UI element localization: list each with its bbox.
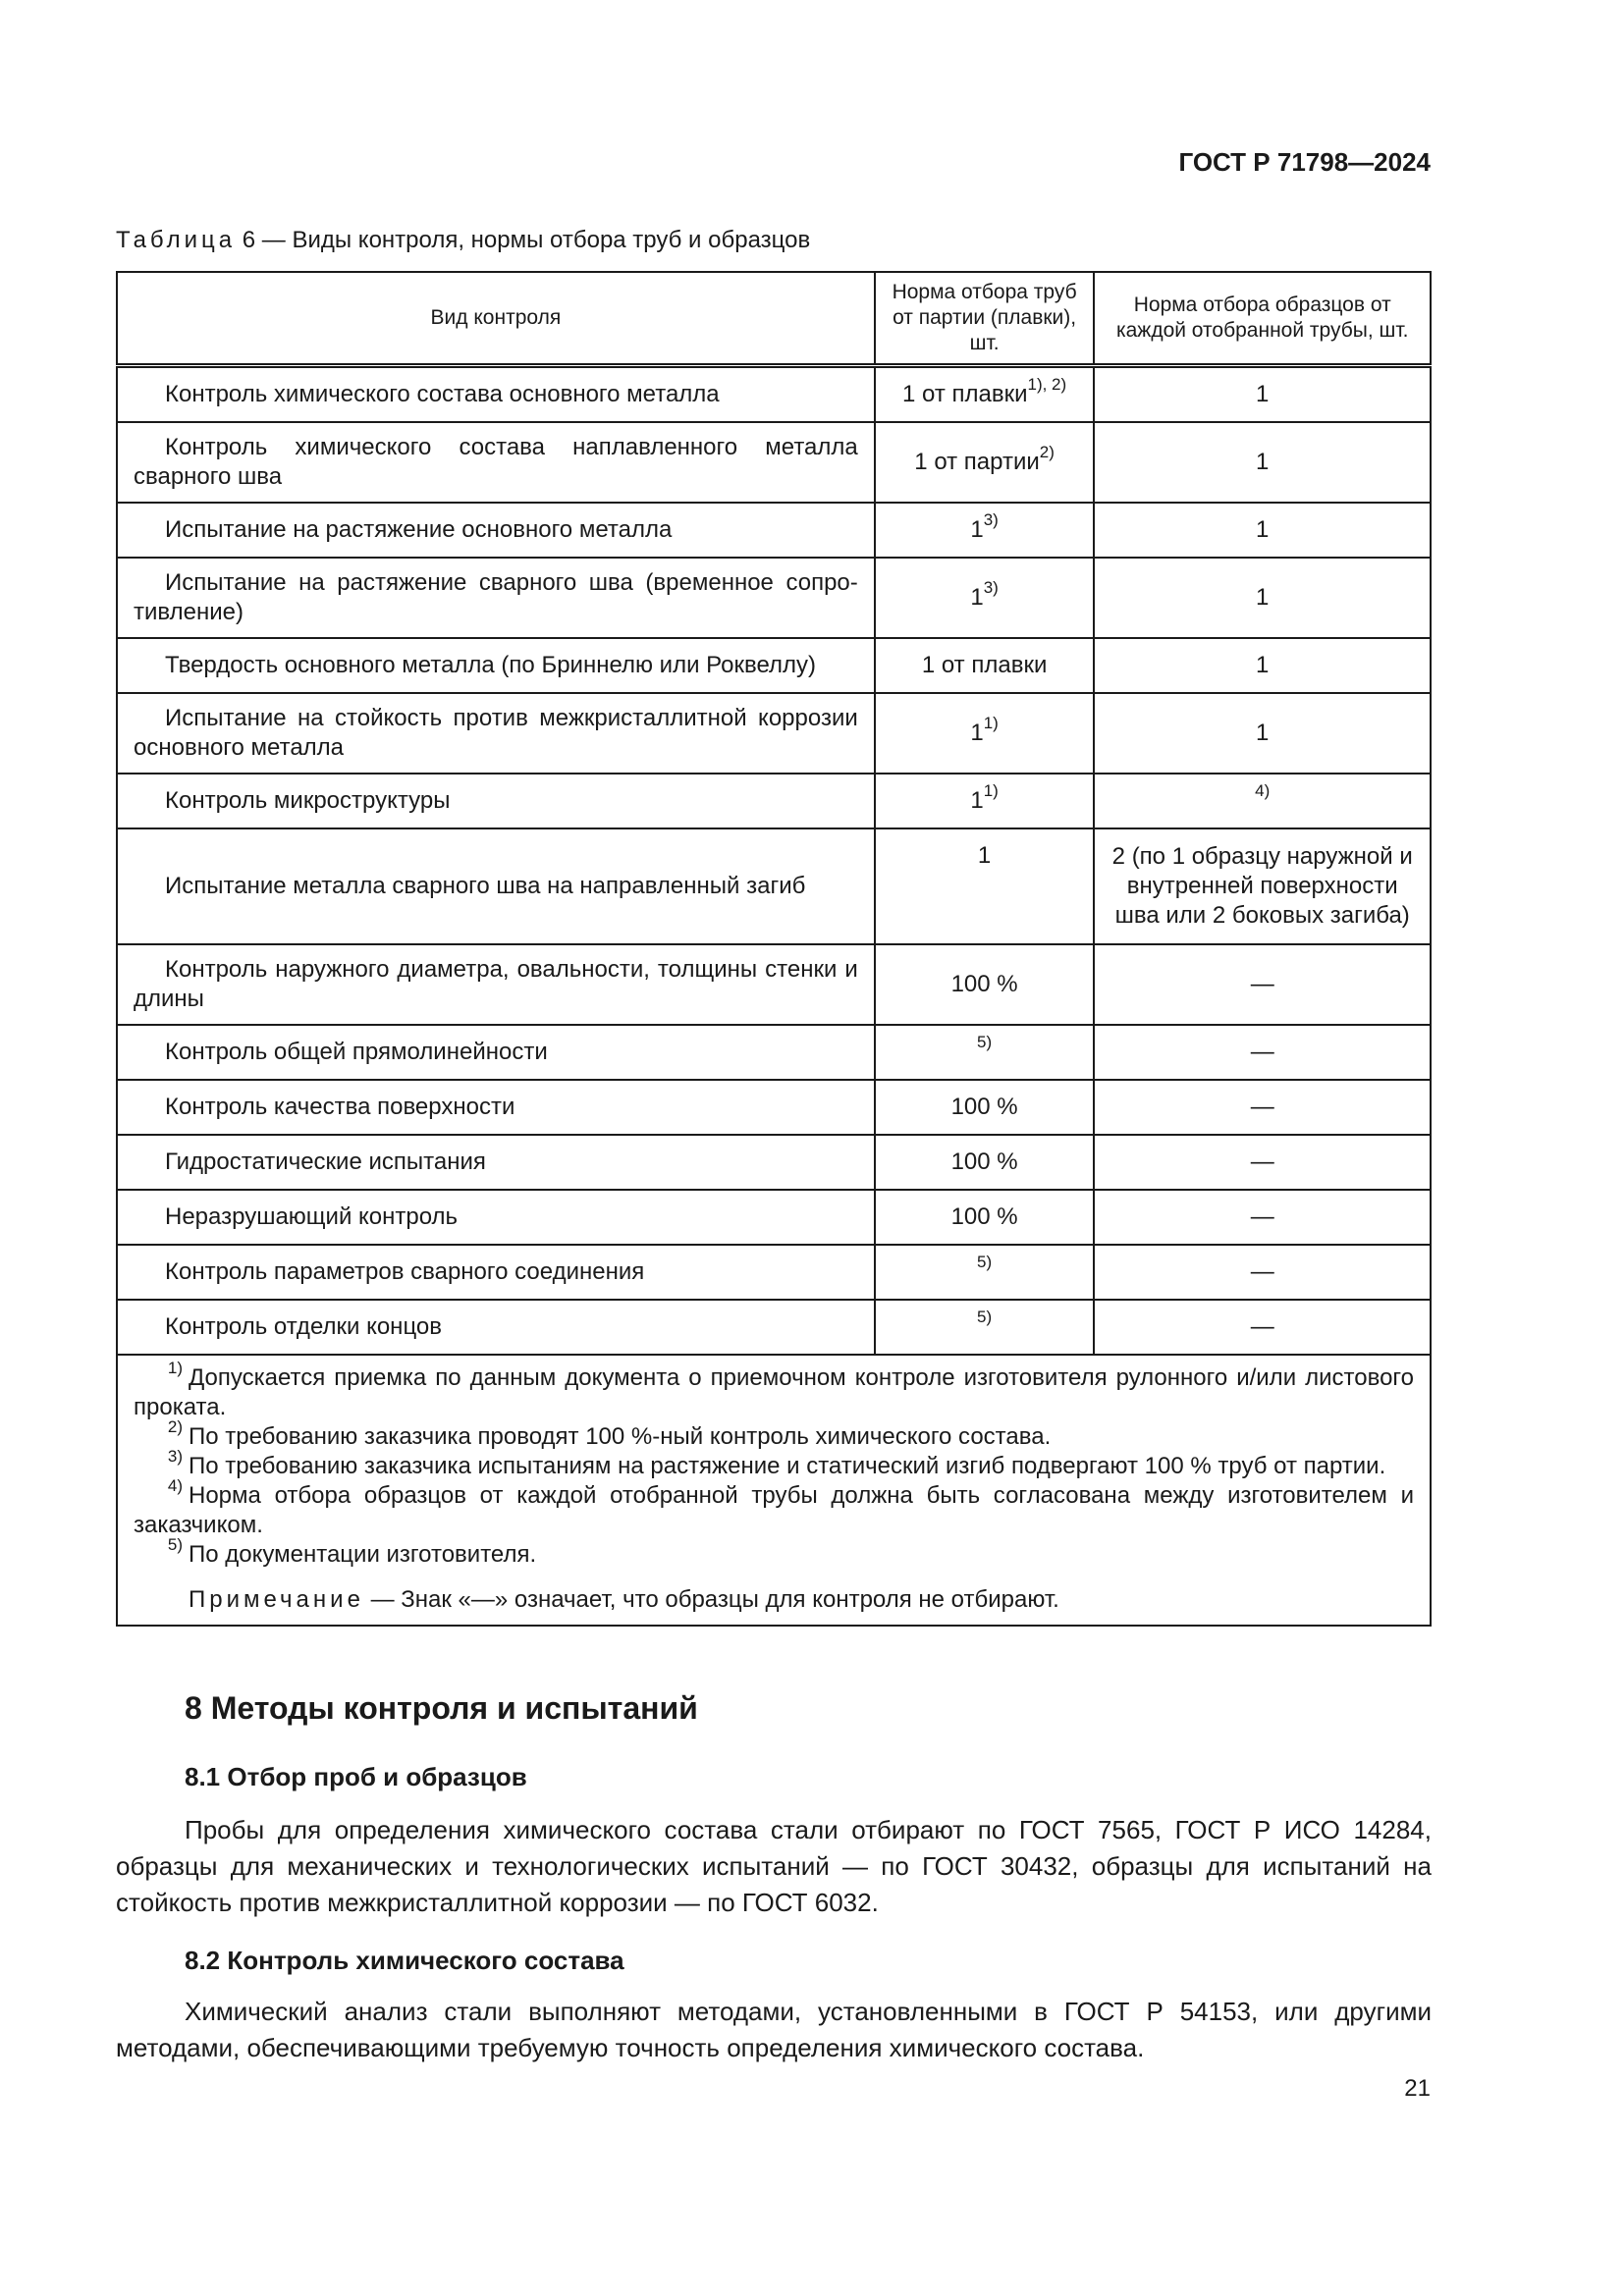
- sample-norm-footnote-mark: 4): [1255, 781, 1271, 800]
- sample-norm-value: —: [1250, 1039, 1274, 1065]
- sample-norm-cell: [1094, 1300, 1431, 1355]
- sample-norm-value: 1: [1256, 449, 1270, 475]
- footnotes-list: [134, 1359, 1414, 1570]
- subsection-8-2-body: Химический анализ стали выполняют методами, установленными в ГОСТ Р 54153, или другими методами, обеспечивающими требуемую точность определения химического состава.: [116, 1997, 1432, 2062]
- control-type-text: Контроль химического состава наплавленного металла сварного шва: [134, 434, 858, 490]
- subsection-8-2-title: 8.2 Контроль химического состава: [185, 1946, 624, 1975]
- pipe-norm-cell: [875, 366, 1095, 423]
- pipe-norm-value: 100 %: [950, 1094, 1018, 1120]
- sample-norm-cell: [1094, 828, 1431, 944]
- control-type-text: Контроль наружного диаметра, овальности, толщины стенки и длины: [134, 956, 858, 1012]
- footnotes-row: [117, 1355, 1431, 1626]
- control-type-cell: [117, 828, 875, 944]
- note-word: Примечание: [189, 1586, 364, 1613]
- col-header-pipe-norm: Норма отбора труб от партии (плавки), шт.: [875, 272, 1095, 366]
- control-type-text: Контроль качества поверхности: [165, 1094, 515, 1120]
- subsection-8-1-title: 8.1 Отбор проб и образцов: [185, 1762, 527, 1791]
- sample-norm-value: 1: [1256, 652, 1270, 678]
- table-row: [117, 366, 1431, 423]
- table-row: [117, 1025, 1431, 1080]
- control-type-cell: [117, 1135, 875, 1190]
- table-row: [117, 1135, 1431, 1190]
- control-type-text: Твердость основного металла (по Бриннелю или Роквеллу): [165, 652, 816, 678]
- sample-norm-value: —: [1250, 971, 1274, 997]
- page-number: 21: [1404, 2075, 1431, 2102]
- sample-norm-cell: [1094, 1080, 1431, 1135]
- pipe-norm-value: 1 от партии: [914, 449, 1040, 475]
- pipe-norm-value: 1: [977, 842, 992, 869]
- pipe-norm-cell: [875, 1245, 1095, 1300]
- pipe-norm-value: 100 %: [950, 1148, 1018, 1175]
- control-type-text: Гидростатические испытания: [165, 1148, 486, 1175]
- control-type-text: Контроль микроструктуры: [165, 787, 451, 814]
- sample-norm-cell: [1094, 774, 1431, 828]
- control-type-cell: [117, 774, 875, 828]
- sample-norm-value: —: [1250, 1094, 1274, 1120]
- control-type-cell: [117, 1080, 875, 1135]
- footnote: [134, 1359, 1414, 1422]
- footnote: [134, 1476, 1414, 1540]
- footnote-mark: 3): [167, 1447, 183, 1466]
- pipe-norm-value: 1: [970, 787, 984, 814]
- control-type-cell: [117, 1300, 875, 1355]
- footnote: [134, 1447, 1414, 1481]
- control-type-text: Испытание на растяжение основного металла: [165, 516, 673, 543]
- sample-norm-cell: [1094, 558, 1431, 638]
- sample-norm-cell: [1094, 944, 1431, 1025]
- control-type-text: Испытание на стойкость против межкристаллитной коррозии основного металла: [134, 705, 858, 761]
- pipe-norm-footnote-mark: 1), 2): [1027, 375, 1067, 394]
- footnote-text: По требованию заказчика испытаниям на растяжение и статический изгиб подвергают 100 % труб от партии.: [189, 1453, 1386, 1479]
- pipe-norm-cell: [875, 1300, 1095, 1355]
- control-type-cell: [117, 693, 875, 774]
- pipe-norm-cell: [875, 638, 1095, 693]
- pipe-norm-footnote-mark: 5): [977, 1033, 993, 1051]
- pipe-norm-cell: [875, 774, 1095, 828]
- table-row: [117, 503, 1431, 558]
- control-type-cell: [117, 422, 875, 503]
- footnote: [134, 1535, 1414, 1570]
- sample-norm-value: 2 (по 1 образцу наружной и внутренней поверхности шва или 2 боковых загиба): [1111, 843, 1413, 929]
- sample-norm-cell: [1094, 638, 1431, 693]
- sample-norm-value: 1: [1256, 381, 1270, 407]
- pipe-norm-footnote-mark: 1): [983, 781, 999, 800]
- table-row: [117, 1245, 1431, 1300]
- col-header-sample-norm: Норма отбора образцов от каждой отобранной трубы, шт.: [1094, 272, 1431, 366]
- control-type-text: Испытание металла сварного шва на направленный загиб: [165, 873, 806, 899]
- table-row: [117, 638, 1431, 693]
- table-caption: [116, 227, 810, 254]
- table-row: [117, 1080, 1431, 1135]
- table-row: [117, 558, 1431, 638]
- pipe-norm-value: 100 %: [950, 971, 1018, 997]
- sample-norm-cell: [1094, 1025, 1431, 1080]
- control-type-cell: [117, 1245, 875, 1300]
- footnote-text: По требованию заказчика проводят 100 %-ный контроль химического состава.: [189, 1423, 1052, 1450]
- table-row: [117, 774, 1431, 828]
- control-type-text: Контроль общей прямолинейности: [165, 1039, 548, 1065]
- table-row: [117, 944, 1431, 1025]
- footnote-mark: 5): [167, 1535, 183, 1554]
- sample-norm-value: 1: [1256, 584, 1270, 611]
- footnote-mark: 1): [167, 1359, 183, 1377]
- sample-norm-cell: [1094, 1190, 1431, 1245]
- pipe-norm-value: 1: [970, 720, 984, 746]
- control-type-text: Контроль химического состава основного металла: [165, 381, 720, 407]
- control-type-cell: [117, 558, 875, 638]
- subsection-8-2-text: [116, 1994, 1432, 2066]
- sample-norm-cell: [1094, 503, 1431, 558]
- control-type-text: Неразрушающий контроль: [165, 1203, 459, 1230]
- col-header-control-type: Вид контроля: [117, 272, 875, 366]
- pipe-norm-cell: [875, 944, 1095, 1025]
- standard-header: ГОСТ Р 71798—2024: [1178, 147, 1431, 177]
- pipe-norm-cell: [875, 1190, 1095, 1245]
- control-type-cell: [117, 1025, 875, 1080]
- pipe-norm-value: 1 от плавки: [921, 652, 1048, 678]
- pipe-norm-footnote-mark: 3): [983, 510, 999, 529]
- pipe-norm-footnote-mark: 3): [983, 578, 999, 597]
- table-caption-text: 6 — Виды контроля, нормы отбора труб и образцов: [242, 227, 811, 253]
- subsection-8-1-text: [116, 1812, 1432, 1921]
- pipe-norm-cell: [875, 558, 1095, 638]
- table-row: [117, 1300, 1431, 1355]
- sample-norm-cell: [1094, 366, 1431, 423]
- table-row: [117, 693, 1431, 774]
- subsection-8-1-body: Пробы для определения химического состава стали отбирают по ГОСТ 7565, ГОСТ Р ИСО 14284, образцы для механических и технологических испытаний — по ГОСТ 30432, образцы для испытаний на стойкость против межкристаллитной коррозии — по ГОСТ 6032.: [116, 1815, 1432, 1917]
- sample-norm-value: —: [1250, 1313, 1274, 1340]
- control-norms-table: [116, 271, 1432, 1627]
- pipe-norm-cell: [875, 693, 1095, 774]
- pipe-norm-value: 1: [970, 516, 984, 543]
- footnote-mark: 2): [167, 1417, 183, 1436]
- pipe-norm-value: 100 %: [950, 1203, 1018, 1230]
- section-8-title: 8 Методы контроля и испытаний: [185, 1690, 698, 1726]
- sample-norm-cell: [1094, 693, 1431, 774]
- control-type-cell: [117, 1190, 875, 1245]
- pipe-norm-footnote-mark: 2): [1039, 443, 1055, 461]
- note-text: — Знак «—» означает, что образцы для контроля не отбирают.: [363, 1586, 1059, 1613]
- pipe-norm-value: 1 от плавки: [902, 381, 1028, 407]
- pipe-norm-footnote-mark: 1): [983, 714, 999, 732]
- pipe-norm-cell: [875, 422, 1095, 503]
- control-type-cell: [117, 503, 875, 558]
- table-row: [117, 828, 1431, 944]
- footnotes-cell: [117, 1355, 1431, 1626]
- pipe-norm-cell: [875, 1080, 1095, 1135]
- table-caption-word: Таблица: [116, 227, 237, 253]
- control-type-text: Испытание на растяжение сварного шва (временное сопротивление): [134, 569, 858, 625]
- sample-norm-cell: [1094, 1245, 1431, 1300]
- sample-norm-value: —: [1250, 1148, 1274, 1175]
- sample-norm-value: —: [1250, 1203, 1274, 1230]
- table-header-row: [117, 272, 1431, 366]
- control-type-text: Контроль параметров сварного соединения: [165, 1258, 645, 1285]
- pipe-norm-footnote-mark: 5): [977, 1308, 993, 1326]
- footnote-text: Норма отбора образцов от каждой отобранной трубы должна быть согласована между изготовителем и заказчиком.: [134, 1482, 1414, 1538]
- sample-norm-value: 1: [1256, 516, 1270, 543]
- control-type-cell: [117, 366, 875, 423]
- pipe-norm-cell: [875, 1135, 1095, 1190]
- table-note: [134, 1585, 1414, 1615]
- footnote-text: Допускается приемка по данным документа о приемочном контроле изготовителя рулонного и/или листового проката.: [134, 1364, 1414, 1420]
- pipe-norm-footnote-mark: 5): [977, 1253, 993, 1271]
- sample-norm-cell: [1094, 422, 1431, 503]
- table-row: [117, 422, 1431, 503]
- control-type-cell: [117, 638, 875, 693]
- footnote-mark: 4): [167, 1476, 183, 1495]
- table-row: [117, 1190, 1431, 1245]
- pipe-norm-cell: [875, 503, 1095, 558]
- sample-norm-value: —: [1250, 1258, 1274, 1285]
- footnote: [134, 1417, 1414, 1452]
- pipe-norm-cell: [875, 828, 1095, 944]
- pipe-norm-cell: [875, 1025, 1095, 1080]
- control-type-text: Контроль отделки концов: [165, 1313, 443, 1340]
- sample-norm-cell: [1094, 1135, 1431, 1190]
- sample-norm-value: 1: [1256, 720, 1270, 746]
- control-type-cell: [117, 944, 875, 1025]
- footnote-text: По документации изготовителя.: [189, 1541, 537, 1568]
- table-body: [117, 366, 1431, 1356]
- pipe-norm-value: 1: [970, 584, 984, 611]
